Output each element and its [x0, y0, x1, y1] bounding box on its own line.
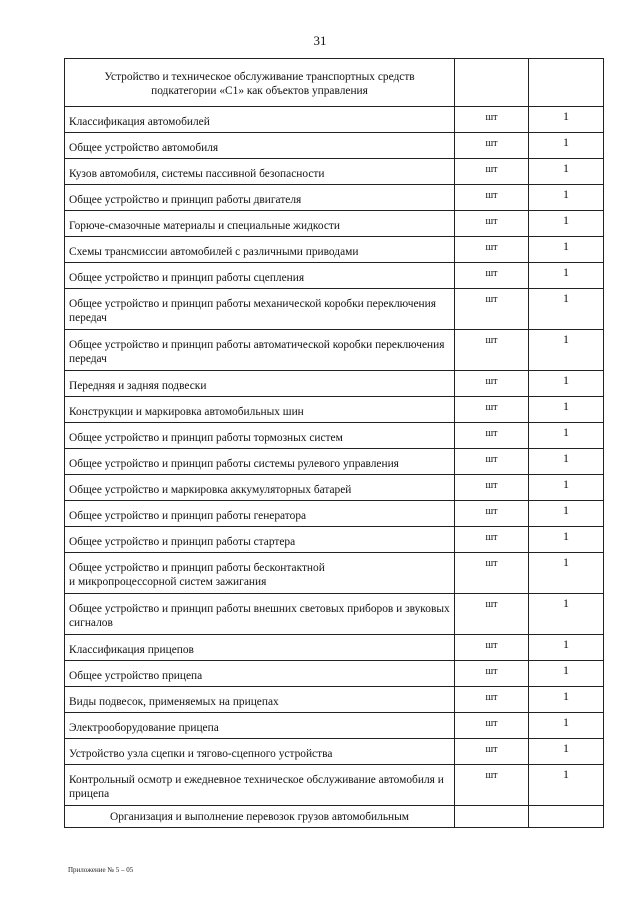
item-quantity: 1 — [529, 159, 604, 185]
item-quantity: 1 — [529, 635, 604, 661]
table-row — [65, 423, 604, 449]
item-quantity: 1 — [529, 594, 604, 635]
item-quantity: 1 — [529, 289, 604, 330]
table-row — [65, 397, 604, 423]
table-row — [65, 553, 604, 594]
item-name: Общее устройство и принцип работы механической коробки переключения передач — [65, 289, 455, 330]
table-row — [65, 107, 604, 133]
item-unit: шт — [455, 330, 529, 371]
table-row — [65, 449, 604, 475]
item-name: Контрольный осмотр и ежедневное техническое обслуживание автомобиля и прицепа — [65, 765, 455, 806]
item-name: Классификация прицепов — [65, 635, 455, 661]
item-quantity: 1 — [529, 553, 604, 594]
item-quantity: 1 — [529, 263, 604, 289]
table-row — [65, 159, 604, 185]
item-quantity: 1 — [529, 661, 604, 687]
item-quantity: 1 — [529, 765, 604, 806]
item-name: Виды подвесок, применяемых на прицепах — [65, 687, 455, 713]
table-row — [65, 211, 604, 237]
item-quantity: 1 — [529, 237, 604, 263]
item-name: Общее устройство и принцип работы двигателя — [65, 185, 455, 211]
item-unit: шт — [455, 635, 529, 661]
item-quantity: 1 — [529, 185, 604, 211]
item-quantity: 1 — [529, 501, 604, 527]
item-name: Общее устройство прицепа — [65, 661, 455, 687]
item-quantity: 1 — [529, 211, 604, 237]
item-unit: шт — [455, 661, 529, 687]
item-unit: шт — [455, 107, 529, 133]
empty-cell — [529, 806, 604, 828]
item-quantity: 1 — [529, 423, 604, 449]
empty-cell — [529, 59, 604, 107]
item-unit: шт — [455, 475, 529, 501]
item-unit: шт — [455, 687, 529, 713]
item-name: Классификация автомобилей — [65, 107, 455, 133]
item-unit: шт — [455, 553, 529, 594]
footer-row-text: Организация и выполнение перевозок грузов автомобильным — [65, 806, 455, 828]
item-name: Схемы трансмиссии автомобилей с различными приводами — [65, 237, 455, 263]
item-name: Общее устройство и принцип работы стартера — [65, 527, 455, 553]
item-unit: шт — [455, 211, 529, 237]
item-quantity: 1 — [529, 713, 604, 739]
table-row — [65, 765, 604, 806]
table-row — [65, 289, 604, 330]
table-row — [65, 237, 604, 263]
table-row — [65, 713, 604, 739]
table-row — [65, 330, 604, 371]
item-unit: шт — [455, 765, 529, 806]
item-unit: шт — [455, 237, 529, 263]
item-quantity: 1 — [529, 107, 604, 133]
item-unit: шт — [455, 185, 529, 211]
equipment-table — [64, 58, 604, 828]
item-name: Передняя и задняя подвески — [65, 371, 455, 397]
item-unit: шт — [455, 263, 529, 289]
table-body — [65, 59, 604, 828]
item-quantity: 1 — [529, 475, 604, 501]
item-quantity: 1 — [529, 687, 604, 713]
table-row — [65, 661, 604, 687]
table-row — [65, 527, 604, 553]
item-quantity: 1 — [529, 371, 604, 397]
table-row — [65, 501, 604, 527]
item-name: Общее устройство и принцип работы тормозных систем — [65, 423, 455, 449]
table-row — [65, 635, 604, 661]
item-name: Конструкции и маркировка автомобильных шин — [65, 397, 455, 423]
item-unit: шт — [455, 713, 529, 739]
footnote: Приложение № 5 – 05 — [68, 866, 134, 874]
item-quantity: 1 — [529, 330, 604, 371]
table-row — [65, 739, 604, 765]
section-header-row — [65, 59, 604, 107]
item-unit: шт — [455, 501, 529, 527]
item-unit: шт — [455, 371, 529, 397]
item-unit: шт — [455, 133, 529, 159]
item-unit: шт — [455, 159, 529, 185]
item-name: Общее устройство и маркировка аккумуляторных батарей — [65, 475, 455, 501]
footer-row — [65, 806, 604, 828]
item-quantity: 1 — [529, 527, 604, 553]
item-quantity: 1 — [529, 449, 604, 475]
item-quantity: 1 — [529, 739, 604, 765]
empty-cell — [455, 806, 529, 828]
page-number: 31 — [313, 33, 327, 48]
item-name: Общее устройство и принцип работы системы рулевого управления — [65, 449, 455, 475]
table-row — [65, 263, 604, 289]
item-unit: шт — [455, 423, 529, 449]
item-unit: шт — [455, 739, 529, 765]
table-row — [65, 594, 604, 635]
item-name: Общее устройство и принцип работы внешних световых приборов и звуковых сигналов — [65, 594, 455, 635]
item-name: Общее устройство и принцип работы генератора — [65, 501, 455, 527]
item-quantity: 1 — [529, 397, 604, 423]
item-unit: шт — [455, 527, 529, 553]
item-unit: шт — [455, 397, 529, 423]
empty-cell — [455, 59, 529, 107]
item-name: Общее устройство и принцип работы автоматической коробки переключения передач — [65, 330, 455, 371]
table-row — [65, 185, 604, 211]
table-row — [65, 475, 604, 501]
table-row — [65, 371, 604, 397]
item-name: Кузов автомобиля, системы пассивной безопасности — [65, 159, 455, 185]
item-unit: шт — [455, 289, 529, 330]
item-unit: шт — [455, 594, 529, 635]
item-name: Общее устройство и принцип работы бесконтактной и микропроцессорной систем зажигания — [65, 553, 455, 594]
item-name: Электрооборудование прицепа — [65, 713, 455, 739]
section-title: Устройство и техническое обслуживание транспортных средств подкатегории «С1» как объектов управления — [65, 59, 455, 107]
item-name: Устройство узла сцепки и тягово-сцепного устройства — [65, 739, 455, 765]
table-row — [65, 133, 604, 159]
table-row — [65, 687, 604, 713]
item-unit: шт — [455, 449, 529, 475]
item-quantity: 1 — [529, 133, 604, 159]
item-name: Горюче-смазочные материалы и специальные жидкости — [65, 211, 455, 237]
item-name: Общее устройство и принцип работы сцепления — [65, 263, 455, 289]
item-name: Общее устройство автомобиля — [65, 133, 455, 159]
